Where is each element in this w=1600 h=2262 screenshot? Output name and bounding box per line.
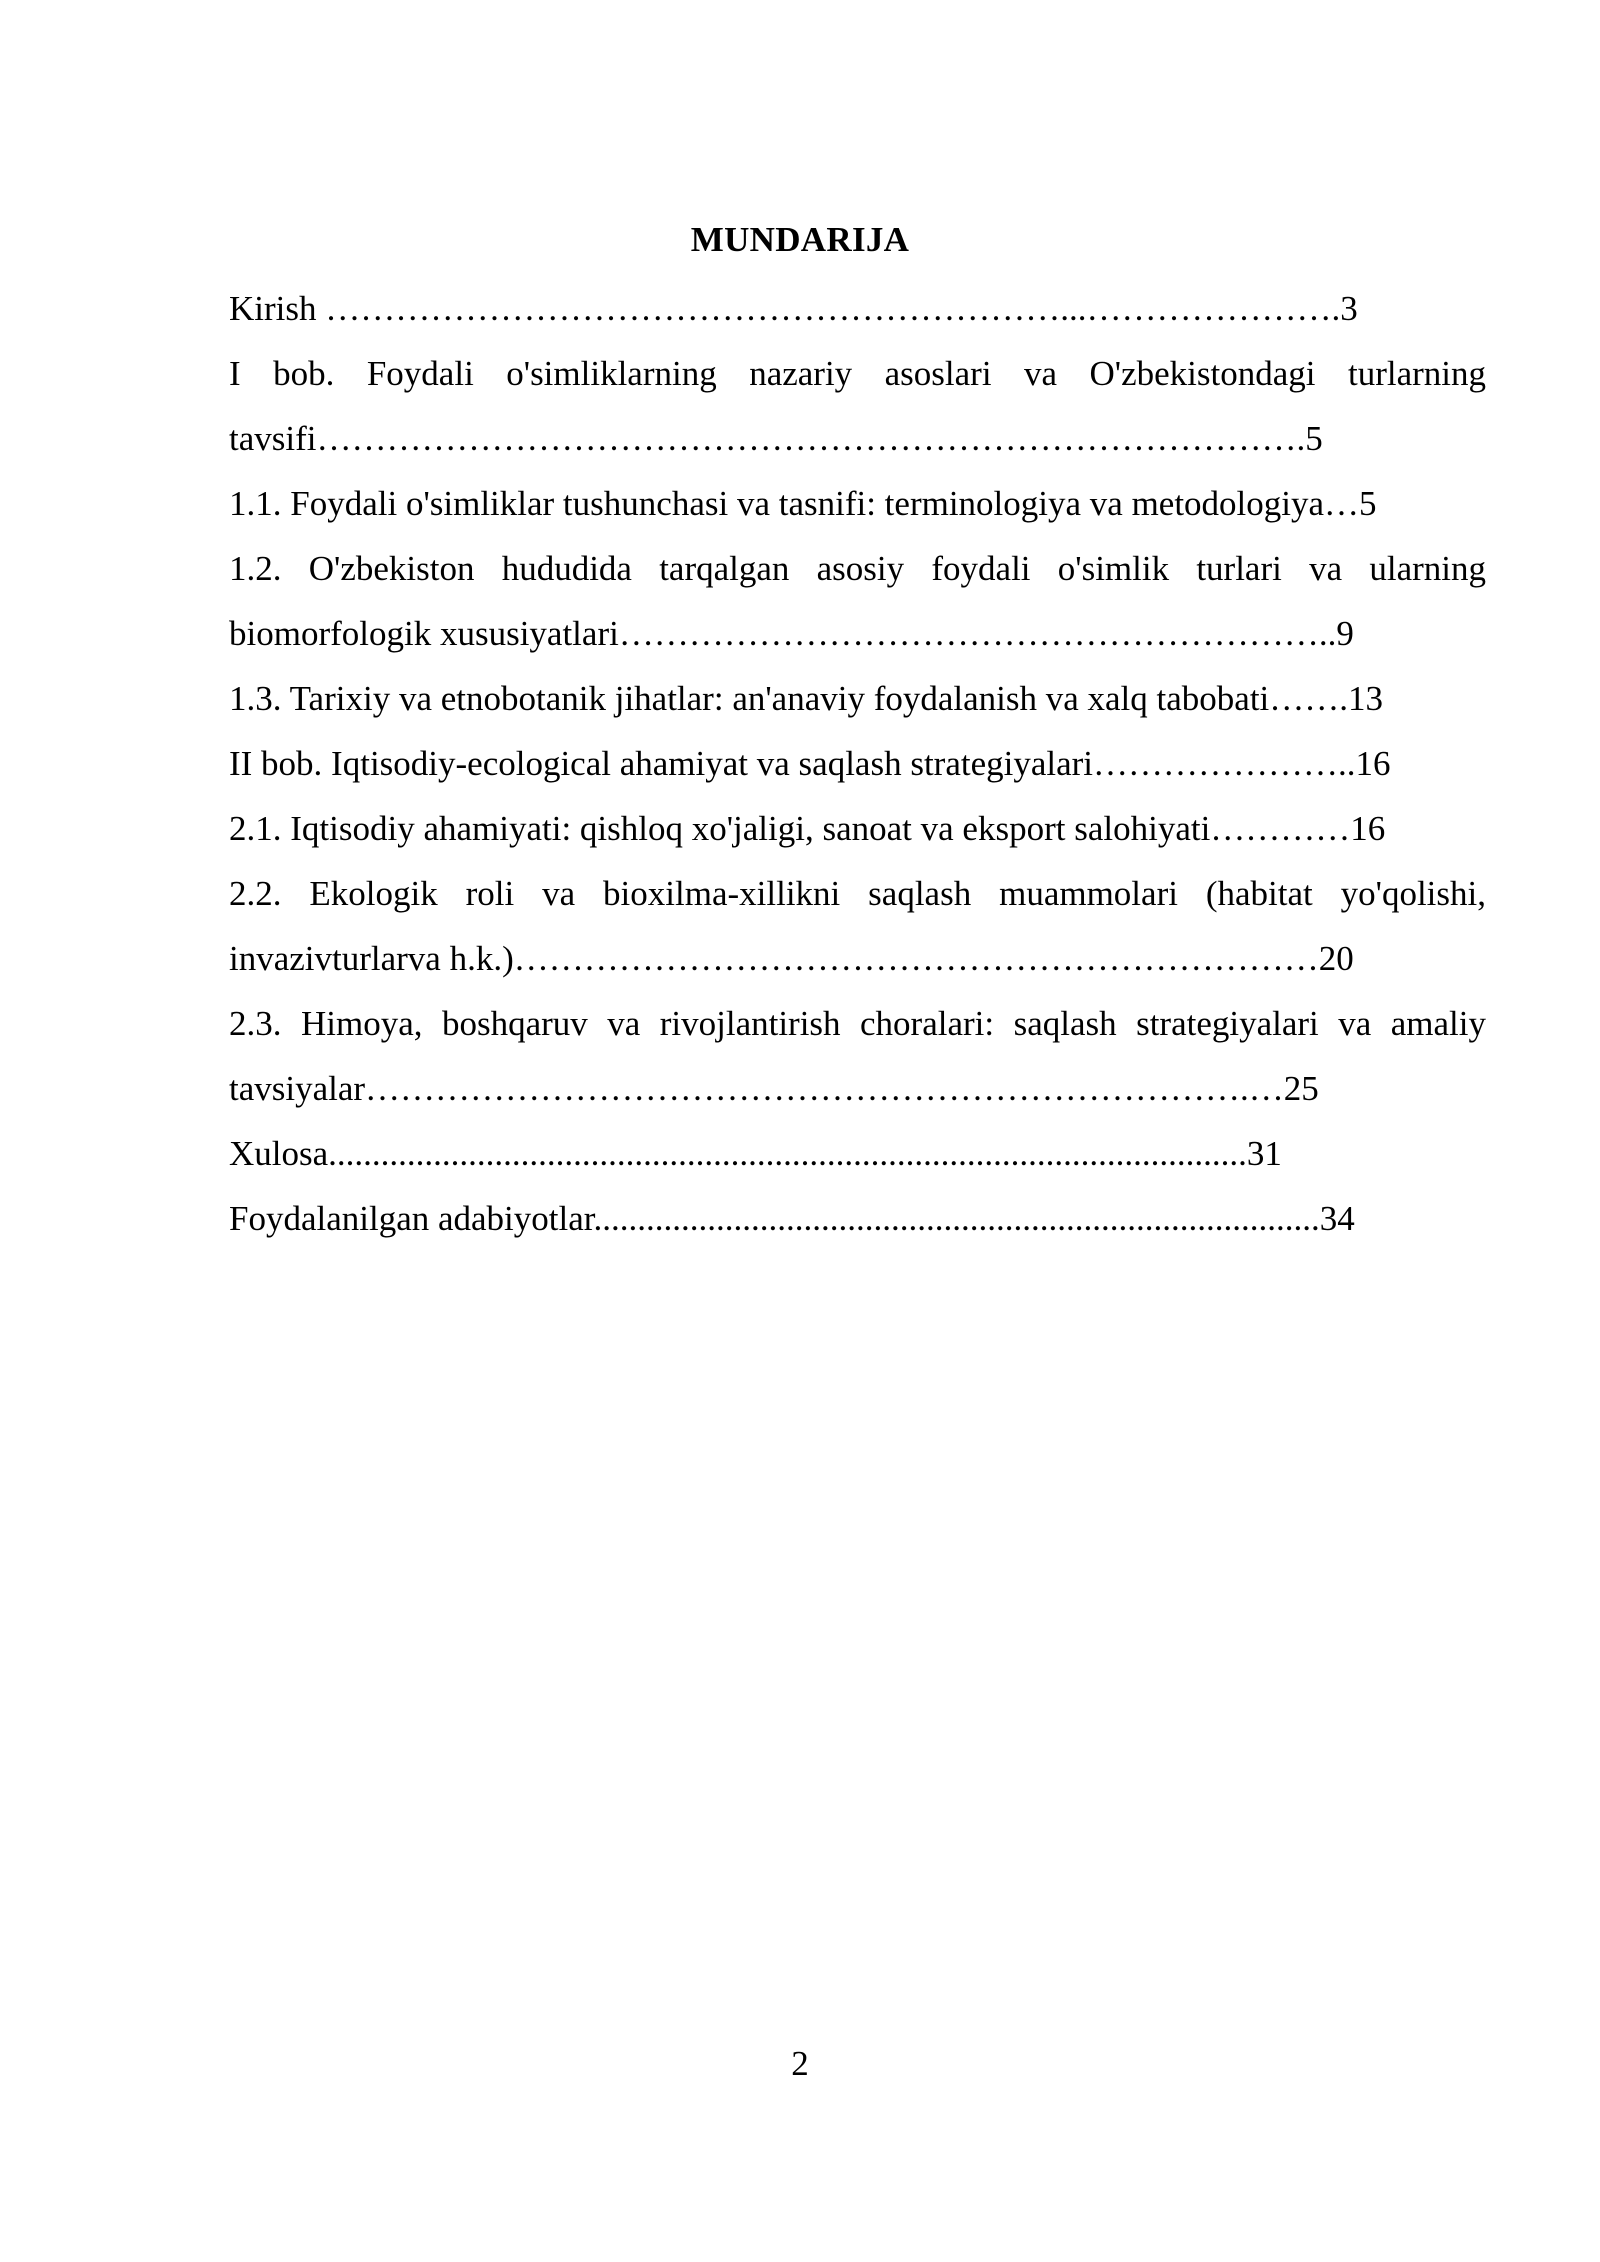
toc-entry-kirish[interactable]: Kirish ………………………………………………………...………………….3 [229,289,1358,328]
toc-entry-section-1-2-cont[interactable]: biomorfologik xususiyatlari……………………………………………………..9 [229,614,1354,653]
toc-entry-chapter-1-title-cont[interactable]: tavsifi………………………………………………………………………….5 [229,419,1323,458]
toc-entry-chapter-1-title[interactable]: I bob. Foydali o'simliklarning nazariy asoslari va O'zbekistondagi turlarning [229,354,1486,393]
toc-entry-section-2-2[interactable]: 2.2. Ekologik roli va bioxilma-xillikni saqlash muammolari (habitat yo'qolishi, [229,874,1486,913]
toc-heading: MUNDARIJA [690,220,910,259]
toc-entry-chapter-2-title[interactable]: II bob. Iqtisodiy-ecological ahamiyat va saqlash strategiyalari…………………..16 [229,744,1391,783]
toc-entry-xulosa[interactable]: Xulosa.........................................................................................................31 [229,1134,1282,1173]
toc-entry-section-2-3[interactable]: 2.3. Himoya, boshqaruv va rivojlantirish choralari: saqlash strategiyalari va amaliy [229,1004,1486,1043]
toc-entry-section-1-2[interactable]: 1.2. O'zbekiston hududida tarqalgan asosiy foydali o'simlik turlari va ularning [229,549,1486,588]
toc-entry-references[interactable]: Foydalanilgan adabiyotlar...................................................................................34 [229,1199,1355,1238]
toc-entry-section-1-3[interactable]: 1.3. Tarixiy va etnobotanik jihatlar: an'anaviy foydalanish va xalq tabobati…….13 [229,679,1384,718]
page-number: 2 [791,2044,809,2083]
toc-entry-section-2-2-cont[interactable]: invazivturlarva h.k.)……………………………………………………………20 [229,939,1354,978]
table-of-contents [229,276,1486,1251]
toc-entry-section-2-1[interactable]: 2.1. Iqtisodiy ahamiyati: qishloq xo'jaligi, sanoat va eksport salohiyati…………16 [229,809,1386,848]
toc-entry-section-2-3-cont[interactable]: tavsiyalar………………………………………………………………….…25 [229,1069,1319,1108]
toc-entry-section-1-1[interactable]: 1.1. Foydali o'simliklar tushunchasi va tasnifi: terminologiya va metodologiya…5 [229,484,1377,523]
